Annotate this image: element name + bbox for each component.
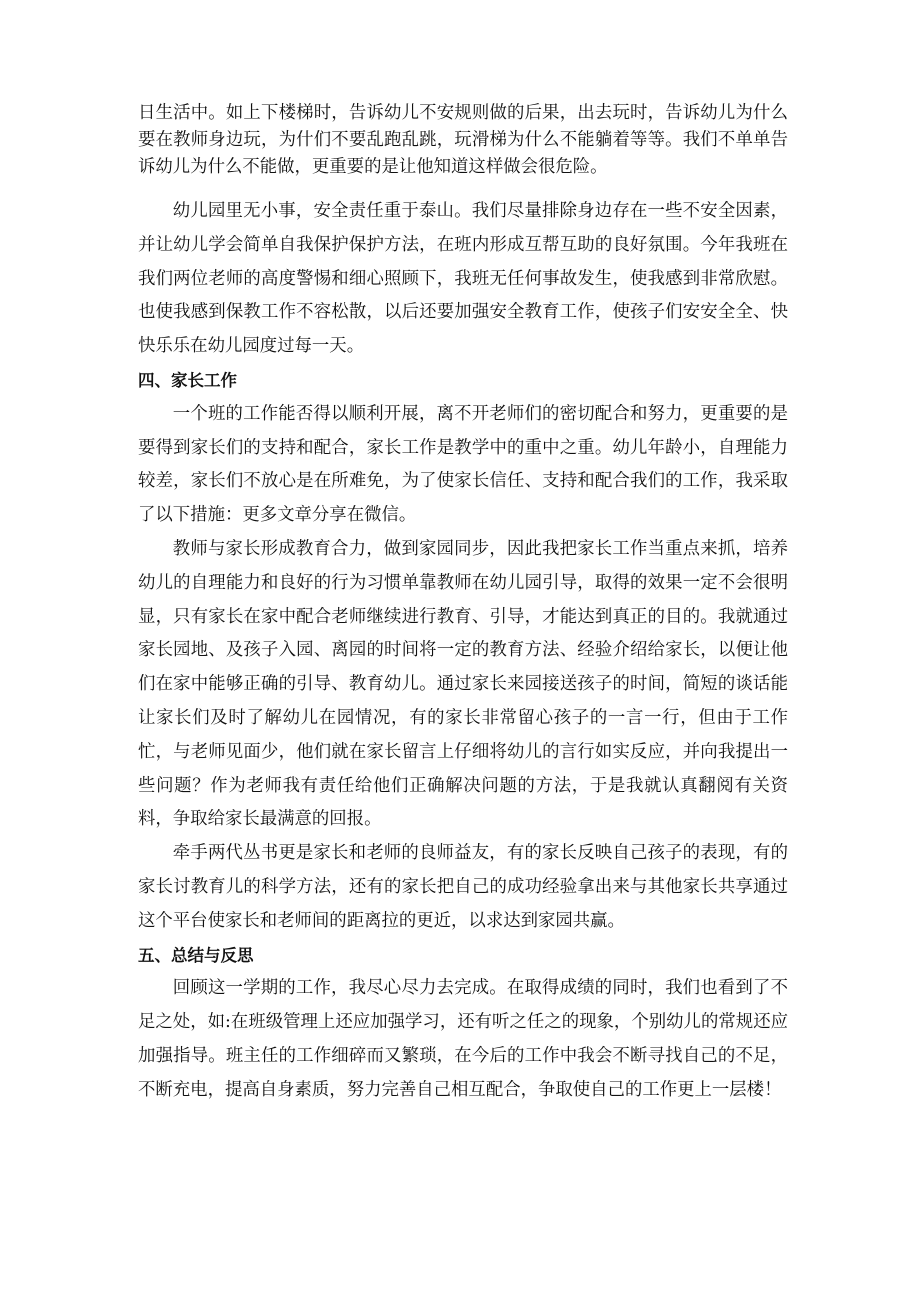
section4-paragraph-2: 教师与家长形成教育合力，做到家园同步，因此我把家长工作当重点来抓，培养幼儿的自理能力和良好的行为习惯单靠教师在幼儿园引导，取得的效果一定不会很明显，只有家长在家中配合老师继续进行教育、引导，才能达到真正的目的。我就通过家长园地、及孩子入园、离园的时间将一定的教育方法、经验介绍给家长，以便让他们在家中能够正确的引导、教育幼儿。通过家长来园接送孩子的时间，简短的谈话能让家长们及时了解幼儿在园情况，有的家长非常留心孩子的一言一行，但由于工作忙，与老师见面少，他们就在家长留言上仔细将幼儿的言行如实反应，并向我提出一些问题？作为老师我有责任给他们正确解决问题的方法，于是我就认真翻阅有关资料，争取给家长最满意的回报。 xyxy=(138,538,788,830)
section5-heading: 五、总结与反思 xyxy=(138,945,254,965)
intro-paragraph: 日生活中。如上下楼梯时，告诉幼儿不安规则做的后果，出去玩时，告诉幼儿为什么要在教师身边玩，为什们不要乱跑乱跳，玩滑梯为什么不能躺着等等。我们不单单告诉幼儿为什么不能做，更重要的是让他知道这样做会很危险。 xyxy=(138,103,788,177)
document-page xyxy=(138,100,788,1108)
section5-paragraph-1: 回顾这一学期的工作，我尽心尽力去完成。在取得成绩的同时，我们也看到了不足之处，如:在班级管理上还应加强学习，还有听之任之的现象，个别幼儿的常规还应加强指导。班主任的工作细碎而又繁琐，在今后的工作中我会不断寻找自己的不足，不断充电，提高自身素质，努力完善自己相互配合，争取使自己的工作更上一层楼！ xyxy=(138,978,788,1100)
section4-paragraph-3: 牵手两代丛书更是家长和老师的良师益友，有的家长反映自己孩子的表现，有的家长讨教育儿的科学方法，还有的家长把自己的成功经验拿出来与其他家长共享通过这个平台使家长和老师间的距离拉的更近，以求达到家园共赢。 xyxy=(138,843,788,931)
section4-paragraph-1: 一个班的工作能否得以顺利开展，离不开老师们的密切配合和努力，更重要的是要得到家长们的支持和配合，家长工作是教学中的重中之重。幼儿年龄小，自理能力较差，家长们不放心是在所难免，为了使家长信任、支持和配合我们的工作，我采取了以下措施：更多文章分享在微信。 xyxy=(138,403,788,526)
section4-heading: 四、家长工作 xyxy=(138,370,237,390)
safety-paragraph: 幼儿园里无小事，安全责任重于泰山。我们尽量排除身边存在一些不安全因素，并让幼儿学会简单自我保护保护方法，在班内形成互帮互助的良好氛围。今年我班在我们两位老师的高度警惕和细心照顾下，我班无任何事故发生，使我感到非常欣慰。也使我感到保教工作不容松散，以后还要加强安全教育工作，使孩子们安安全全、快快乐乐在幼儿园度过每一天。 xyxy=(138,201,788,357)
